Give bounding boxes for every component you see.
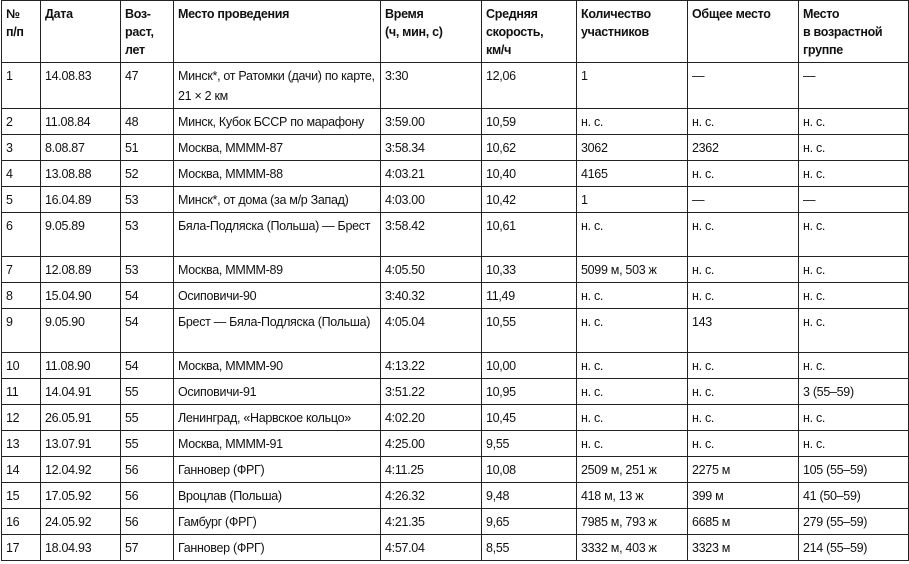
cell-time: 3:51.22 bbox=[381, 379, 482, 405]
cell-date: 18.04.93 bbox=[41, 535, 121, 561]
table-row bbox=[2, 509, 909, 535]
cell-date: 24.05.92 bbox=[41, 509, 121, 535]
cell-age: 54 bbox=[121, 353, 174, 379]
cell-participants: 3062 bbox=[577, 135, 688, 161]
cell-number: 6 bbox=[2, 213, 41, 257]
table-row bbox=[2, 535, 909, 561]
cell-participants: н. с. bbox=[577, 109, 688, 135]
cell-overall-place: н. с. bbox=[688, 161, 799, 187]
table-row bbox=[2, 405, 909, 431]
cell-age-group-place: н. с. bbox=[799, 353, 909, 379]
cell-speed: 9,48 bbox=[482, 483, 577, 509]
cell-speed: 8,55 bbox=[482, 535, 577, 561]
cell-date: 16.04.89 bbox=[41, 187, 121, 213]
cell-date: 13.07.91 bbox=[41, 431, 121, 457]
cell-time: 3:40.32 bbox=[381, 283, 482, 309]
cell-age: 55 bbox=[121, 431, 174, 457]
cell-age: 53 bbox=[121, 187, 174, 213]
cell-participants: 418 м, 13 ж bbox=[577, 483, 688, 509]
cell-participants: н. с. bbox=[577, 213, 688, 257]
cell-age: 53 bbox=[121, 213, 174, 257]
cell-overall-place: н. с. bbox=[688, 283, 799, 309]
cell-date: 9.05.89 bbox=[41, 213, 121, 257]
cell-venue: Москва, ММММ-90 bbox=[174, 353, 381, 379]
cell-date: 11.08.90 bbox=[41, 353, 121, 379]
cell-date: 14.04.91 bbox=[41, 379, 121, 405]
cell-number: 13 bbox=[2, 431, 41, 457]
table-row bbox=[2, 353, 909, 379]
cell-age-group-place: н. с. bbox=[799, 135, 909, 161]
cell-number: 14 bbox=[2, 457, 41, 483]
cell-participants: 7985 м, 793 ж bbox=[577, 509, 688, 535]
cell-age-group-place: 105 (55–59) bbox=[799, 457, 909, 483]
column-header-overall-place: Общее место bbox=[688, 1, 799, 63]
header-row bbox=[2, 1, 909, 63]
cell-age-group-place: — bbox=[799, 63, 909, 109]
cell-age-group-place: — bbox=[799, 187, 909, 213]
cell-number: 2 bbox=[2, 109, 41, 135]
cell-venue: Москва, ММММ-87 bbox=[174, 135, 381, 161]
cell-speed: 10,33 bbox=[482, 257, 577, 283]
cell-time: 4:02.20 bbox=[381, 405, 482, 431]
cell-venue: Ганновер (ФРГ) bbox=[174, 457, 381, 483]
cell-time: 4:13.22 bbox=[381, 353, 482, 379]
cell-date: 13.08.88 bbox=[41, 161, 121, 187]
cell-age: 53 bbox=[121, 257, 174, 283]
cell-overall-place: н. с. bbox=[688, 405, 799, 431]
cell-overall-place: 2275 м bbox=[688, 457, 799, 483]
cell-participants: н. с. bbox=[577, 431, 688, 457]
cell-time: 3:30 bbox=[381, 63, 482, 109]
cell-age: 48 bbox=[121, 109, 174, 135]
cell-venue: Минск*, от Ратомки (дачи) по карте, 21 × 2 км bbox=[174, 63, 381, 109]
cell-date: 12.04.92 bbox=[41, 457, 121, 483]
cell-age: 47 bbox=[121, 63, 174, 109]
table-row bbox=[2, 483, 909, 509]
cell-speed: 10,08 bbox=[482, 457, 577, 483]
cell-overall-place: н. с. bbox=[688, 431, 799, 457]
column-header-number: № п/п bbox=[2, 1, 41, 63]
cell-venue: Москва, ММММ-89 bbox=[174, 257, 381, 283]
cell-overall-place: 3323 м bbox=[688, 535, 799, 561]
cell-number: 4 bbox=[2, 161, 41, 187]
cell-number: 17 bbox=[2, 535, 41, 561]
cell-age-group-place: н. с. bbox=[799, 161, 909, 187]
cell-speed: 11,49 bbox=[482, 283, 577, 309]
cell-venue: Осиповичи-91 bbox=[174, 379, 381, 405]
cell-speed: 10,62 bbox=[482, 135, 577, 161]
cell-time: 4:03.00 bbox=[381, 187, 482, 213]
cell-speed: 10,00 bbox=[482, 353, 577, 379]
cell-participants: н. с. bbox=[577, 405, 688, 431]
cell-participants: 4165 bbox=[577, 161, 688, 187]
cell-number: 16 bbox=[2, 509, 41, 535]
cell-age: 55 bbox=[121, 379, 174, 405]
cell-age-group-place: 41 (50–59) bbox=[799, 483, 909, 509]
cell-age: 52 bbox=[121, 161, 174, 187]
cell-age-group-place: 214 (55–59) bbox=[799, 535, 909, 561]
cell-number: 11 bbox=[2, 379, 41, 405]
cell-overall-place: 143 bbox=[688, 309, 799, 353]
cell-age: 55 bbox=[121, 405, 174, 431]
cell-speed: 10,59 bbox=[482, 109, 577, 135]
column-header-speed: Средняя скорость, км/ч bbox=[482, 1, 577, 63]
column-header-time: Время (ч, мин, с) bbox=[381, 1, 482, 63]
cell-overall-place: 2362 bbox=[688, 135, 799, 161]
column-header-venue: Место проведения bbox=[174, 1, 381, 63]
cell-age: 56 bbox=[121, 509, 174, 535]
cell-overall-place: н. с. bbox=[688, 379, 799, 405]
cell-venue: Осиповичи-90 bbox=[174, 283, 381, 309]
cell-number: 1 bbox=[2, 63, 41, 109]
table-row bbox=[2, 431, 909, 457]
cell-date: 26.05.91 bbox=[41, 405, 121, 431]
cell-number: 7 bbox=[2, 257, 41, 283]
cell-time: 4:21.35 bbox=[381, 509, 482, 535]
cell-time: 4:11.25 bbox=[381, 457, 482, 483]
cell-participants: н. с. bbox=[577, 379, 688, 405]
cell-time: 4:05.04 bbox=[381, 309, 482, 353]
cell-age: 54 bbox=[121, 309, 174, 353]
cell-age-group-place: н. с. bbox=[799, 109, 909, 135]
cell-date: 14.08.83 bbox=[41, 63, 121, 109]
cell-venue: Минск, Кубок БССР по марафону bbox=[174, 109, 381, 135]
cell-speed: 12,06 bbox=[482, 63, 577, 109]
column-header-participants: Количество участников bbox=[577, 1, 688, 63]
cell-venue: Вроцлав (Польша) bbox=[174, 483, 381, 509]
cell-time: 4:25.00 bbox=[381, 431, 482, 457]
cell-age-group-place: н. с. bbox=[799, 283, 909, 309]
cell-overall-place: 6685 м bbox=[688, 509, 799, 535]
cell-speed: 10,42 bbox=[482, 187, 577, 213]
table-row bbox=[2, 283, 909, 309]
cell-overall-place: н. с. bbox=[688, 257, 799, 283]
column-header-date: Дата bbox=[41, 1, 121, 63]
cell-age-group-place: 279 (55–59) bbox=[799, 509, 909, 535]
cell-number: 15 bbox=[2, 483, 41, 509]
table-row bbox=[2, 63, 909, 109]
cell-venue: Брест — Бяла-Подляска (Польша) bbox=[174, 309, 381, 353]
cell-venue: Минск*, от дома (за м/р Запад) bbox=[174, 187, 381, 213]
table-row bbox=[2, 213, 909, 257]
cell-overall-place: н. с. bbox=[688, 109, 799, 135]
cell-time: 4:03.21 bbox=[381, 161, 482, 187]
cell-participants: н. с. bbox=[577, 353, 688, 379]
cell-overall-place: — bbox=[688, 187, 799, 213]
cell-overall-place: — bbox=[688, 63, 799, 109]
cell-time: 3:59.00 bbox=[381, 109, 482, 135]
cell-age-group-place: н. с. bbox=[799, 213, 909, 257]
cell-speed: 10,45 bbox=[482, 405, 577, 431]
cell-venue: Москва, ММММ-88 bbox=[174, 161, 381, 187]
cell-overall-place: н. с. bbox=[688, 353, 799, 379]
cell-age: 57 bbox=[121, 535, 174, 561]
cell-date: 9.05.90 bbox=[41, 309, 121, 353]
cell-number: 8 bbox=[2, 283, 41, 309]
cell-time: 4:26.32 bbox=[381, 483, 482, 509]
cell-participants: н. с. bbox=[577, 309, 688, 353]
table-row bbox=[2, 457, 909, 483]
cell-time: 3:58.34 bbox=[381, 135, 482, 161]
cell-number: 12 bbox=[2, 405, 41, 431]
cell-date: 8.08.87 bbox=[41, 135, 121, 161]
cell-date: 17.05.92 bbox=[41, 483, 121, 509]
cell-participants: 1 bbox=[577, 187, 688, 213]
cell-participants: 3332 м, 403 ж bbox=[577, 535, 688, 561]
cell-participants: 5099 м, 503 ж bbox=[577, 257, 688, 283]
cell-time: 4:57.04 bbox=[381, 535, 482, 561]
cell-speed: 9,65 bbox=[482, 509, 577, 535]
cell-age: 51 bbox=[121, 135, 174, 161]
table-row bbox=[2, 135, 909, 161]
cell-age: 56 bbox=[121, 457, 174, 483]
cell-number: 5 bbox=[2, 187, 41, 213]
cell-venue: Бяла-Подляска (Польша) — Брест bbox=[174, 213, 381, 257]
cell-participants: н. с. bbox=[577, 283, 688, 309]
cell-participants: 2509 м, 251 ж bbox=[577, 457, 688, 483]
column-header-age: Воз- раст, лет bbox=[121, 1, 174, 63]
cell-age: 56 bbox=[121, 483, 174, 509]
cell-number: 9 bbox=[2, 309, 41, 353]
table-row bbox=[2, 109, 909, 135]
cell-number: 10 bbox=[2, 353, 41, 379]
cell-venue: Гамбург (ФРГ) bbox=[174, 509, 381, 535]
cell-date: 15.04.90 bbox=[41, 283, 121, 309]
cell-overall-place: н. с. bbox=[688, 213, 799, 257]
cell-date: 11.08.84 bbox=[41, 109, 121, 135]
cell-age-group-place: н. с. bbox=[799, 309, 909, 353]
cell-age-group-place: н. с. bbox=[799, 257, 909, 283]
cell-venue: Ленинград, «Нарвское кольцо» bbox=[174, 405, 381, 431]
cell-overall-place: 399 м bbox=[688, 483, 799, 509]
cell-speed: 10,61 bbox=[482, 213, 577, 257]
cell-age-group-place: 3 (55–59) bbox=[799, 379, 909, 405]
cell-speed: 9,55 bbox=[482, 431, 577, 457]
cell-number: 3 bbox=[2, 135, 41, 161]
cell-venue: Ганновер (ФРГ) bbox=[174, 535, 381, 561]
results-table bbox=[1, 0, 909, 561]
cell-age-group-place: н. с. bbox=[799, 431, 909, 457]
table-row bbox=[2, 379, 909, 405]
cell-participants: 1 bbox=[577, 63, 688, 109]
cell-age: 54 bbox=[121, 283, 174, 309]
cell-speed: 10,95 bbox=[482, 379, 577, 405]
cell-speed: 10,40 bbox=[482, 161, 577, 187]
column-header-age-group-place: Место в возрастной группе bbox=[799, 1, 909, 63]
cell-age-group-place: н. с. bbox=[799, 405, 909, 431]
cell-time: 4:05.50 bbox=[381, 257, 482, 283]
cell-time: 3:58.42 bbox=[381, 213, 482, 257]
cell-speed: 10,55 bbox=[482, 309, 577, 353]
cell-venue: Москва, ММММ-91 bbox=[174, 431, 381, 457]
table-row bbox=[2, 161, 909, 187]
table-row bbox=[2, 257, 909, 283]
table-row bbox=[2, 187, 909, 213]
cell-date: 12.08.89 bbox=[41, 257, 121, 283]
table-row bbox=[2, 309, 909, 353]
